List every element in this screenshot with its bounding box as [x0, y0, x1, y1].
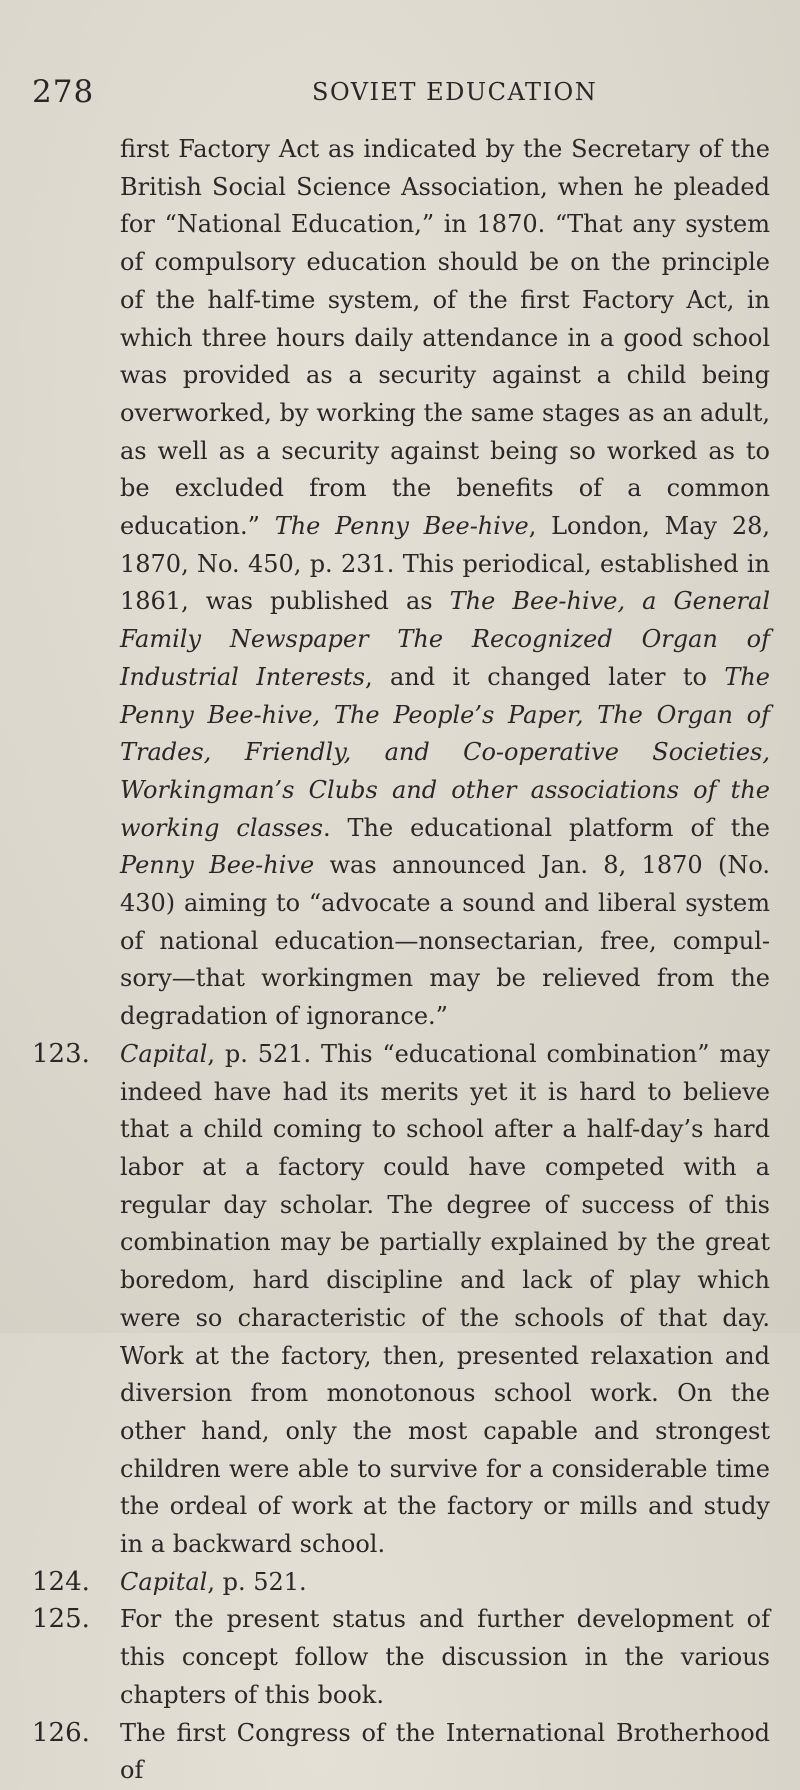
- endnote-number: 123.: [32, 1038, 90, 1069]
- endnote: [0, 1036, 770, 1564]
- endnote: [0, 131, 770, 1036]
- endnote-text: [120, 1715, 770, 1790]
- endnote: [0, 1715, 770, 1790]
- italic-title: Penny Bee-hive: [120, 851, 315, 880]
- text-run: , London, May 28, 1870, No. 450, p. 231. This periodical, established in 1861, was published as: [120, 512, 771, 616]
- text-run: , and it changed later to: [364, 662, 725, 691]
- italic-title: The Penny Bee-hive: [274, 512, 529, 541]
- text-run: . The educational platform of the: [323, 813, 770, 842]
- endnote-number: 126.: [32, 1717, 90, 1748]
- italic-title: Capital: [120, 1039, 208, 1068]
- endnote-text: [120, 131, 770, 1036]
- endnote-number: 124.: [32, 1566, 90, 1597]
- text-run: , p. 521. This “educational combination” may indeed have had its merits yet it is hard to believe that a child coming to school after a half-day’s hard labor at a factory could have competed with a regular day scholar. The degree of success of this combination may be partially explained by the great boredom, hard discipline and lack of play which were so characteristic of the schools of that day. Work at the factory, then, presented relaxation and diversion from monotonous school work. On the other hand, only the most capable and strongest children were able to survive for a considerable time the ordeal of work at the factory or mills and study in a backward school.: [120, 1039, 770, 1559]
- text-run: The first Congress of the International Brotherhood of: [120, 1718, 770, 1785]
- text-run: , p. 521.: [207, 1567, 307, 1596]
- italic-title: The Bee-hive, a General Family Newspaper The Recognized Organ of Industrial Interests: [120, 587, 771, 691]
- italic-title: Capital: [120, 1567, 208, 1596]
- text-run: first Factory Act as indicated by the Secretary of the British Social Science Association, when he pleaded for “National Education,” in 1870. “That any system of compulsory education should be on the principle of the half-time system, of the first Factory Act, in which three hours daily attendance in a good school was provided as a security against a child being overworked, by working the same stages as an adult, as well as a security against being so worked as to be excluded from the benefits of a common education.”: [120, 135, 770, 541]
- running-head: SOVIET EDUCATION: [312, 78, 598, 106]
- text-run: was announced Jan. 8, 1870 (No. 430) aiming to “advocate a sound and liberal system of national education—nonsectarian, free, compulsory—that workingmen may be relieved from the degradation of ignorance.”: [120, 851, 770, 1031]
- endnote-text: [120, 1036, 770, 1564]
- text-run: For the present status and further development of this concept follow the discussion in the various chapters of this book.: [120, 1605, 770, 1709]
- endnotes-list: [0, 131, 800, 1790]
- endnote-number: 125.: [32, 1604, 90, 1635]
- endnote-text: [120, 1564, 770, 1602]
- endnote: [0, 1564, 770, 1602]
- endnote-text: [120, 1601, 770, 1714]
- endnote: [0, 1601, 770, 1714]
- italic-title: The Penny Bee-hive, The People’s Paper, The Organ of Trades, Friendly, and Co-operative Societies, Workingman’s Clubs and other associations of the working classes: [120, 662, 771, 842]
- page-header: [0, 74, 800, 114]
- page-number: 278: [32, 74, 95, 110]
